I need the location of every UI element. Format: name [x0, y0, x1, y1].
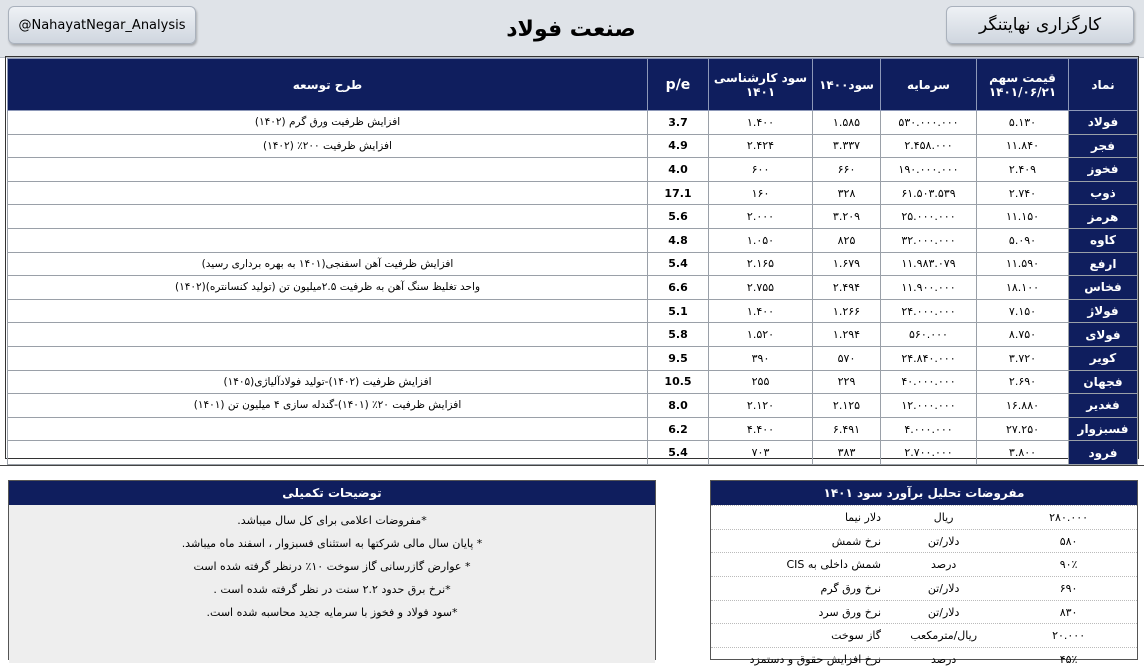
- cell-symbol: فولاد: [1069, 111, 1138, 135]
- cell-profit-1401: ۱.۰۵۰: [709, 228, 813, 252]
- cell-pe: 9.5: [648, 346, 709, 370]
- table-row: [8, 111, 1138, 135]
- assumption-value: ۵۸۰: [1000, 529, 1137, 553]
- cell-profit-1401: ۶۰۰: [709, 158, 813, 182]
- cell-symbol: فخوز: [1069, 158, 1138, 182]
- assumption-row: [711, 506, 1137, 530]
- cell-capital: ۶۱.۵۰۳.۵۳۹: [881, 181, 977, 205]
- cell-capital: ۱۱.۹۰۰.۰۰۰: [881, 276, 977, 300]
- cell-capital: ۱۹۰.۰۰۰.۰۰۰: [881, 158, 977, 182]
- broker-name-badge: کارگزاری نهایتنگر: [946, 6, 1134, 44]
- cell-pe: 3.7: [648, 111, 709, 135]
- cell-plan: افزایش ظرفیت ۲۰٪ (۱۴۰۱)-گندله سازی ۴ میلیون تن (۱۴۰۱): [8, 394, 648, 418]
- cell-capital: ۱۱.۹۸۳.۰۷۹: [881, 252, 977, 276]
- assumption-label: دلار نیما: [711, 506, 887, 530]
- note-item: *نرخ برق حدود ۲.۲ سنت در نظر گرفته شده است .: [213, 583, 451, 596]
- notes-title: توضیحات تکمیلی: [9, 481, 655, 505]
- cell-capital: ۵۶۰.۰۰۰: [881, 323, 977, 347]
- cell-price: ۵.۰۹۰: [977, 228, 1069, 252]
- col-header-capital: سرمایه: [881, 59, 977, 111]
- note-item: * پایان سال مالی شرکتها به استثنای فسبزوار ، اسفند ماه میباشد.: [181, 537, 483, 550]
- cell-profit-1401: ۱.۴۰۰: [709, 111, 813, 135]
- cell-profit-1401: ۲.۴۲۴: [709, 134, 813, 158]
- note-item: *مفروضات اعلامی برای کل سال میباشد.: [237, 514, 427, 527]
- cell-symbol: فجهان: [1069, 370, 1138, 394]
- cell-plan: [8, 346, 648, 370]
- table-row: [8, 417, 1138, 441]
- cell-profit-1400: ۶.۴۹۱: [813, 417, 881, 441]
- cell-pe: 6.6: [648, 276, 709, 300]
- table-row: [8, 394, 1138, 418]
- cell-profit-1401: ۳۹۰: [709, 346, 813, 370]
- col-header-pe: p/e: [648, 59, 709, 111]
- table-row: [8, 134, 1138, 158]
- cell-capital: ۳۲.۰۰۰.۰۰۰: [881, 228, 977, 252]
- cell-price: ۱۱.۸۴۰: [977, 134, 1069, 158]
- assumption-row: [711, 529, 1137, 553]
- cell-price: ۸.۷۵۰: [977, 323, 1069, 347]
- cell-price: ۲.۶۹۰: [977, 370, 1069, 394]
- cell-price: ۱۱.۵۹۰: [977, 252, 1069, 276]
- cell-profit-1401: ۲.۱۲۰: [709, 394, 813, 418]
- twitter-handle-badge: @NahayatNegar_Analysis: [8, 6, 196, 44]
- cell-pe: 4.8: [648, 228, 709, 252]
- col-header-profit-1400: سود۱۴۰۰: [813, 59, 881, 111]
- assumption-row: [711, 624, 1137, 648]
- assumption-label: شمش داخلی به CIS: [711, 553, 887, 577]
- steel-industry-table: [7, 58, 1138, 465]
- cell-symbol: فغدیر: [1069, 394, 1138, 418]
- cell-profit-1401: ۷۰۳: [709, 441, 813, 465]
- cell-pe: 5.4: [648, 252, 709, 276]
- cell-price: ۳.۷۲۰: [977, 346, 1069, 370]
- cell-plan: [8, 228, 648, 252]
- cell-plan: افزایش ظرفیت آهن اسفنجی(۱۴۰۱ به بهره برداری رسید): [8, 252, 648, 276]
- assumption-unit: دلار/تن: [887, 600, 1000, 624]
- cell-pe: 5.6: [648, 205, 709, 229]
- cell-pe: 10.5: [648, 370, 709, 394]
- assumption-label: نرخ شمش: [711, 529, 887, 553]
- cell-profit-1401: ۱.۴۰۰: [709, 299, 813, 323]
- cell-plan: واحد تغلیظ سنگ آهن به ظرفیت ۲.۵میلیون تن (تولید کنسانتره)(۱۴۰۲): [8, 276, 648, 300]
- cell-capital: ۲.۴۵۸.۰۰۰: [881, 134, 977, 158]
- assumption-unit: ریال/مترمکعب: [887, 624, 1000, 648]
- col-header-plan: طرح توسعه: [8, 59, 648, 111]
- cell-pe: 8.0: [648, 394, 709, 418]
- cell-profit-1400: ۶۶۰: [813, 158, 881, 182]
- table-row: [8, 323, 1138, 347]
- cell-symbol: فجر: [1069, 134, 1138, 158]
- cell-profit-1401: ۲.۷۵۵: [709, 276, 813, 300]
- cell-profit-1400: ۱.۵۸۵: [813, 111, 881, 135]
- assumption-row: [711, 648, 1137, 671]
- col-header-symbol: نماد: [1069, 59, 1138, 111]
- cell-plan: [8, 441, 648, 465]
- assumption-value: ۲۰.۰۰۰: [1000, 624, 1137, 648]
- assumption-row: [711, 553, 1137, 577]
- cell-plan: افزایش ظرفیت ورق گرم (۱۴۰۲): [8, 111, 648, 135]
- cell-capital: ۱۲.۰۰۰.۰۰۰: [881, 394, 977, 418]
- cell-profit-1400: ۲.۱۲۵: [813, 394, 881, 418]
- cell-price: ۲۷.۲۵۰: [977, 417, 1069, 441]
- cell-symbol: فخاس: [1069, 276, 1138, 300]
- cell-pe: 6.2: [648, 417, 709, 441]
- cell-capital: ۵۳۰.۰۰۰.۰۰۰: [881, 111, 977, 135]
- cell-capital: ۲۴.۰۰۰.۰۰۰: [881, 299, 977, 323]
- notes-list: [9, 505, 655, 663]
- cell-profit-1401: ۲.۰۰۰: [709, 205, 813, 229]
- page-title: صنعت فولاد: [506, 16, 636, 42]
- table-header-row: [8, 59, 1138, 111]
- cell-plan: [8, 205, 648, 229]
- cell-plan: افزایش ظرفیت (۱۴۰۲)-تولید فولادآلیاژی(۱۴۰۵): [8, 370, 648, 394]
- cell-symbol: فولای: [1069, 323, 1138, 347]
- cell-symbol: فسبزوار: [1069, 417, 1138, 441]
- cell-pe: 4.9: [648, 134, 709, 158]
- assumption-unit: دلار/تن: [887, 529, 1000, 553]
- table-row: [8, 158, 1138, 182]
- cell-price: ۲.۷۴۰: [977, 181, 1069, 205]
- cell-symbol: کاوه: [1069, 228, 1138, 252]
- cell-profit-1400: ۸۲۵: [813, 228, 881, 252]
- cell-profit-1401: ۱۶۰: [709, 181, 813, 205]
- cell-price: ۳.۸۰۰: [977, 441, 1069, 465]
- cell-capital: ۲.۷۰۰.۰۰۰: [881, 441, 977, 465]
- assumption-row: [711, 600, 1137, 624]
- cell-plan: [8, 323, 648, 347]
- cell-pe: 4.0: [648, 158, 709, 182]
- cell-profit-1401: ۲.۱۶۵: [709, 252, 813, 276]
- col-header-profit-1401: سود کارشناسی ۱۴۰۱: [709, 59, 813, 111]
- cell-price: ۱۶.۸۸۰: [977, 394, 1069, 418]
- cell-profit-1401: ۴.۴۰۰: [709, 417, 813, 441]
- table-row: [8, 346, 1138, 370]
- assumption-value: ۴۵٪: [1000, 648, 1137, 671]
- assumption-unit: ریال: [887, 506, 1000, 530]
- cell-symbol: فولاژ: [1069, 299, 1138, 323]
- assumption-unit: درصد: [887, 553, 1000, 577]
- cell-profit-1400: ۳۲۸: [813, 181, 881, 205]
- assumption-label: نرخ افزایش حقوق و دستمزد: [711, 648, 887, 671]
- cell-capital: ۲۵.۰۰۰.۰۰۰: [881, 205, 977, 229]
- table-row: [8, 441, 1138, 465]
- cell-profit-1400: ۳۸۳: [813, 441, 881, 465]
- col-header-price: قیمت سهم ۱۴۰۱/۰۶/۲۱: [977, 59, 1069, 111]
- cell-capital: ۲۴.۸۴۰.۰۰۰: [881, 346, 977, 370]
- assumption-label: نرخ ورق سرد: [711, 600, 887, 624]
- cell-profit-1400: ۳.۲۰۹: [813, 205, 881, 229]
- cell-profit-1401: ۲۵۵: [709, 370, 813, 394]
- assumption-label: گاز سوخت: [711, 624, 887, 648]
- cell-symbol: فرود: [1069, 441, 1138, 465]
- table-row: [8, 181, 1138, 205]
- assumption-unit: دلار/تن: [887, 577, 1000, 601]
- cell-pe: 5.1: [648, 299, 709, 323]
- table-row: [8, 370, 1138, 394]
- cell-symbol: ارفع: [1069, 252, 1138, 276]
- cell-symbol: هرمز: [1069, 205, 1138, 229]
- cell-plan: افزایش ظرفیت ۲۰۰٪ (۱۴۰۲): [8, 134, 648, 158]
- cell-capital: ۴۰.۰۰۰.۰۰۰: [881, 370, 977, 394]
- cell-pe: 17.1: [648, 181, 709, 205]
- section-divider: [0, 465, 1144, 466]
- assumption-value: ۶۹۰: [1000, 577, 1137, 601]
- cell-profit-1400: ۳.۳۳۷: [813, 134, 881, 158]
- cell-capital: ۴.۰۰۰.۰۰۰: [881, 417, 977, 441]
- assumption-value: ۹۰٪: [1000, 553, 1137, 577]
- table-row: [8, 276, 1138, 300]
- cell-plan: [8, 417, 648, 441]
- cell-symbol: کویر: [1069, 346, 1138, 370]
- table-row: [8, 252, 1138, 276]
- assumptions-panel: [710, 480, 1138, 666]
- cell-profit-1400: ۱.۶۷۹: [813, 252, 881, 276]
- cell-symbol: ذوب: [1069, 181, 1138, 205]
- cell-plan: [8, 181, 648, 205]
- cell-price: ۱۱.۱۵۰: [977, 205, 1069, 229]
- cell-profit-1400: ۲.۴۹۴: [813, 276, 881, 300]
- assumption-label: نرخ ورق گرم: [711, 577, 887, 601]
- additional-notes-panel: [8, 480, 656, 660]
- cell-profit-1400: ۲۲۹: [813, 370, 881, 394]
- cell-profit-1400: ۱.۲۶۶: [813, 299, 881, 323]
- table-row: [8, 205, 1138, 229]
- cell-price: ۷.۱۵۰: [977, 299, 1069, 323]
- assumption-unit: درصد: [887, 648, 1000, 671]
- cell-profit-1400: ۱.۲۹۴: [813, 323, 881, 347]
- assumptions-title: مفروضات تحلیل برآورد سود ۱۴۰۱: [711, 481, 1137, 505]
- note-item: *سود فولاد و فخوز با سرمایه جدید محاسبه شده است.: [206, 606, 458, 619]
- assumption-value: ۲۸۰.۰۰۰: [1000, 506, 1137, 530]
- cell-price: ۱۸.۱۰۰: [977, 276, 1069, 300]
- cell-plan: [8, 299, 648, 323]
- cell-pe: 5.8: [648, 323, 709, 347]
- note-item: * عوارض گازرسانی گاز سوخت ۱۰٪ درنظر گرفته شده است: [193, 560, 471, 573]
- cell-price: ۲.۴۰۹: [977, 158, 1069, 182]
- cell-profit-1400: ۵۷۰: [813, 346, 881, 370]
- table-row: [8, 299, 1138, 323]
- cell-plan: [8, 158, 648, 182]
- cell-profit-1401: ۱.۵۲۰: [709, 323, 813, 347]
- assumption-value: ۸۳۰: [1000, 600, 1137, 624]
- cell-pe: 5.4: [648, 441, 709, 465]
- cell-price: ۵.۱۳۰: [977, 111, 1069, 135]
- table-row: [8, 228, 1138, 252]
- assumption-row: [711, 577, 1137, 601]
